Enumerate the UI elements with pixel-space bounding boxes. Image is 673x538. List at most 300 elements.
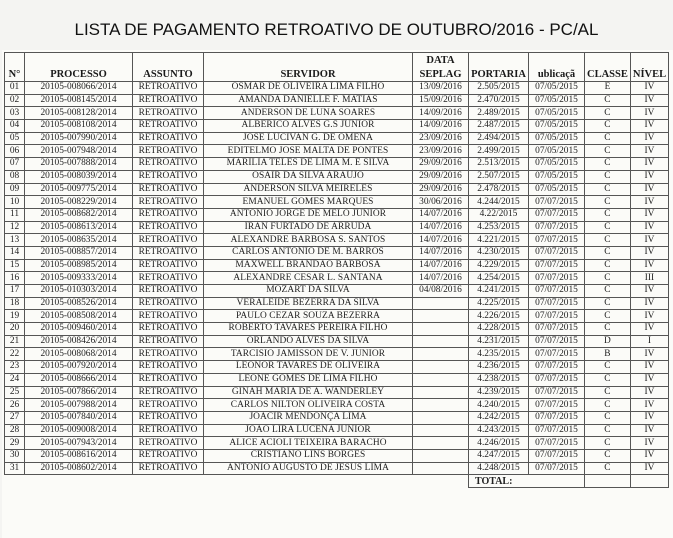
cell-row-number: 18 (5, 297, 25, 310)
cell-publication-date: 07/07/2015 (529, 196, 585, 209)
cell-ordinance: 2.478/2015 (469, 183, 529, 196)
cell-employee-name: CRISTIANO LINS BORGES (204, 449, 413, 462)
cell-ordinance: 4.246/2015 (469, 437, 529, 450)
cell-ordinance: 4.240/2015 (469, 399, 529, 412)
cell-class: C (585, 272, 631, 285)
table-row (5, 348, 669, 361)
cell-publication-date: 07/07/2015 (529, 361, 585, 374)
cell-level: IV (630, 259, 668, 272)
cell-seplag-date (413, 411, 469, 424)
cell-process-number: 20105-008666/2014 (25, 373, 133, 386)
cell-employee-name: ANTONIO JORGE DE MELO JUNIOR (204, 208, 413, 221)
cell-process-number: 20105-008128/2014 (25, 107, 133, 120)
cell-seplag-date: 14/07/2016 (413, 208, 469, 221)
cell-publication-date: 07/07/2015 (529, 373, 585, 386)
cell-publication-date: 07/05/2015 (529, 132, 585, 145)
cell-process-number: 20105-007990/2014 (25, 132, 133, 145)
cell-row-number: 08 (5, 170, 25, 183)
table-row (5, 183, 669, 196)
table-row (5, 170, 669, 183)
cell-class: C (585, 323, 631, 336)
cell-level: IV (630, 94, 668, 107)
cell-employee-name: TARCISIO JAMISSON DE V. JUNIOR (204, 348, 413, 361)
cell-employee-name: ANDERSON SILVA MEIRELES (204, 183, 413, 196)
cell-ordinance: 4.238/2015 (469, 373, 529, 386)
header-servidor: SERVIDOR (204, 67, 413, 82)
cell-process-number: 20105-009460/2014 (25, 323, 133, 336)
cell-subject: RETROATIVO (133, 259, 204, 272)
table-row (5, 285, 669, 298)
cell-ordinance: 2.507/2015 (469, 170, 529, 183)
cell-ordinance: 4.242/2015 (469, 411, 529, 424)
cell-ordinance: 4.229/2015 (469, 259, 529, 272)
cell-employee-name: CARLOS NILTON OLIVEIRA COSTA (204, 399, 413, 412)
cell-employee-name: ALBERICO ALVES G.S JUNIOR (204, 120, 413, 133)
cell-publication-date: 07/05/2015 (529, 82, 585, 95)
cell-level: IV (630, 221, 668, 234)
cell-subject: RETROATIVO (133, 208, 204, 221)
cell-publication-date: 07/07/2015 (529, 285, 585, 298)
cell-employee-name: IRAN FURTADO DE ARRUDA (204, 221, 413, 234)
cell-seplag-date: 14/07/2016 (413, 272, 469, 285)
cell-process-number: 20105-007948/2014 (25, 145, 133, 158)
cell-seplag-date: 13/09/2016 (413, 82, 469, 95)
cell-level: IV (630, 310, 668, 323)
cell-subject: RETROATIVO (133, 94, 204, 107)
cell-row-number: 23 (5, 361, 25, 374)
table-row (5, 462, 669, 475)
cell-process-number: 20105-007988/2014 (25, 399, 133, 412)
cell-class: C (585, 310, 631, 323)
cell-employee-name: JOÃO LIRA LUCENA JUNIOR (204, 424, 413, 437)
cell-seplag-date: 14/07/2016 (413, 221, 469, 234)
cell-seplag-date: 23/09/2016 (413, 132, 469, 145)
cell-ordinance: 4.22/2015 (469, 208, 529, 221)
cell-subject: RETROATIVO (133, 272, 204, 285)
cell-row-number: 30 (5, 449, 25, 462)
cell-class: E (585, 82, 631, 95)
cell-subject: RETROATIVO (133, 120, 204, 133)
cell-row-number: 26 (5, 399, 25, 412)
cell-subject: RETROATIVO (133, 221, 204, 234)
cell-row-number: 12 (5, 221, 25, 234)
cell-class: C (585, 196, 631, 209)
cell-process-number: 20105-008066/2014 (25, 82, 133, 95)
cell-publication-date: 07/07/2015 (529, 323, 585, 336)
table-row (5, 373, 669, 386)
cell-subject: RETROATIVO (133, 335, 204, 348)
cell-seplag-date (413, 462, 469, 475)
cell-ordinance: 4.221/2015 (469, 234, 529, 247)
cell-publication-date: 07/07/2015 (529, 386, 585, 399)
cell-level: III (630, 272, 668, 285)
cell-employee-name: GINAH MARIA DE A. WANDERLEY (204, 386, 413, 399)
cell-subject: RETROATIVO (133, 107, 204, 120)
cell-ordinance: 2.505/2015 (469, 82, 529, 95)
cell-process-number: 20105-008039/2014 (25, 170, 133, 183)
table-row (5, 145, 669, 158)
cell-process-number: 20105-009333/2014 (25, 272, 133, 285)
cell-employee-name: ALEXANDRE CESAR L. SANTANA (204, 272, 413, 285)
cell-employee-name: MAXWELL BRANDÃO BARBOSA (204, 259, 413, 272)
table-row (5, 297, 669, 310)
cell-employee-name: MARILIA TELES DE LIMA M. E SILVA (204, 158, 413, 171)
cell-class: C (585, 259, 631, 272)
cell-employee-name: PAULO CEZAR SOUZA BEZERRA (204, 310, 413, 323)
cell-class: C (585, 285, 631, 298)
cell-employee-name: AMANDA DANIELLE F. MATIAS (204, 94, 413, 107)
cell-level: IV (630, 234, 668, 247)
cell-employee-name: ROBERTO TAVARES PEREIRA FILHO (204, 323, 413, 336)
cell-process-number: 20105-007920/2014 (25, 361, 133, 374)
table-row (5, 158, 669, 171)
cell-publication-date: 07/07/2015 (529, 310, 585, 323)
cell-process-number: 20105-008426/2014 (25, 335, 133, 348)
cell-publication-date: 07/07/2015 (529, 399, 585, 412)
cell-seplag-date: 14/07/2016 (413, 246, 469, 259)
table-row (5, 272, 669, 285)
cell-class: C (585, 107, 631, 120)
cell-process-number: 20105-007840/2014 (25, 411, 133, 424)
cell-seplag-date: 04/08/2016 (413, 285, 469, 298)
header-data-line2: SEPLAG (413, 67, 469, 82)
header-publicacao: ublicaçã (529, 67, 585, 82)
cell-subject: RETROATIVO (133, 399, 204, 412)
cell-employee-name: ANTONIO AUGUSTO DE JESUS LIMA (204, 462, 413, 475)
cell-process-number: 20105-008508/2014 (25, 310, 133, 323)
cell-seplag-date: 14/09/2016 (413, 107, 469, 120)
cell-publication-date: 07/07/2015 (529, 424, 585, 437)
header-assunto: ASSUNTO (133, 67, 204, 82)
table-row (5, 208, 669, 221)
cell-ordinance: 4.248/2015 (469, 462, 529, 475)
cell-class: C (585, 462, 631, 475)
cell-class: C (585, 145, 631, 158)
cell-employee-name: ALEXANDRE BARBOSA S. SANTOS (204, 234, 413, 247)
cell-process-number: 20105-007866/2014 (25, 386, 133, 399)
cell-row-number: 10 (5, 196, 25, 209)
cell-class: C (585, 120, 631, 133)
cell-publication-date: 07/07/2015 (529, 259, 585, 272)
cell-row-number: 03 (5, 107, 25, 120)
cell-employee-name: EMANUEL GOMES MARQUES (204, 196, 413, 209)
cell-ordinance: 2.487/2015 (469, 120, 529, 133)
cell-row-number: 13 (5, 234, 25, 247)
cell-subject: RETROATIVO (133, 411, 204, 424)
cell-row-number: 16 (5, 272, 25, 285)
cell-level: IV (630, 196, 668, 209)
total-cell-empty (630, 475, 668, 488)
cell-level: IV (630, 120, 668, 133)
cell-class: C (585, 424, 631, 437)
cell-seplag-date: 15/09/2016 (413, 94, 469, 107)
cell-row-number: 11 (5, 208, 25, 221)
table-row (5, 132, 669, 145)
header-classe: CLASSE (585, 67, 631, 82)
cell-process-number: 20105-008526/2014 (25, 297, 133, 310)
cell-level: IV (630, 183, 668, 196)
cell-row-number: 09 (5, 183, 25, 196)
cell-subject: RETROATIVO (133, 170, 204, 183)
cell-process-number: 20105-007943/2014 (25, 437, 133, 450)
cell-level: IV (630, 82, 668, 95)
cell-level: IV (630, 348, 668, 361)
cell-level: IV (630, 361, 668, 374)
cell-row-number: 29 (5, 437, 25, 450)
cell-row-number: 05 (5, 132, 25, 145)
table-row (5, 107, 669, 120)
cell-employee-name: LEONE GOMES DE LIMA FILHO (204, 373, 413, 386)
cell-ordinance: 4.247/2015 (469, 449, 529, 462)
cell-publication-date: 07/07/2015 (529, 246, 585, 259)
cell-publication-date: 07/07/2015 (529, 272, 585, 285)
total-label: TOTAL: (469, 475, 585, 488)
cell-level: IV (630, 373, 668, 386)
cell-ordinance: 4.239/2015 (469, 386, 529, 399)
cell-ordinance: 2.489/2015 (469, 107, 529, 120)
header-num: N° (5, 67, 25, 82)
cell-publication-date: 07/05/2015 (529, 94, 585, 107)
cell-seplag-date (413, 424, 469, 437)
cell-publication-date: 07/07/2015 (529, 411, 585, 424)
cell-row-number: 27 (5, 411, 25, 424)
cell-class: C (585, 94, 631, 107)
cell-class: C (585, 183, 631, 196)
cell-employee-name: CARLOS ANTONIO DE M. BARROS (204, 246, 413, 259)
cell-row-number: 17 (5, 285, 25, 298)
cell-process-number: 20105-008602/2014 (25, 462, 133, 475)
cell-class: C (585, 246, 631, 259)
cell-employee-name: ANDERSON DE LUNA SOARES (204, 107, 413, 120)
cell-seplag-date (413, 348, 469, 361)
cell-subject: RETROATIVO (133, 348, 204, 361)
cell-row-number: 07 (5, 158, 25, 171)
cell-seplag-date: 29/09/2016 (413, 170, 469, 183)
cell-row-number: 24 (5, 373, 25, 386)
cell-class: C (585, 411, 631, 424)
cell-employee-name: LEONOR TAVARES DE OLIVEIRA (204, 361, 413, 374)
cell-seplag-date (413, 310, 469, 323)
cell-row-number: 25 (5, 386, 25, 399)
cell-process-number: 20105-007888/2014 (25, 158, 133, 171)
cell-ordinance: 2.494/2015 (469, 132, 529, 145)
cell-class: C (585, 132, 631, 145)
cell-subject: RETROATIVO (133, 183, 204, 196)
cell-level: IV (630, 107, 668, 120)
cell-class: C (585, 208, 631, 221)
cell-subject: RETROATIVO (133, 310, 204, 323)
cell-publication-date: 07/07/2015 (529, 297, 585, 310)
cell-row-number: 19 (5, 310, 25, 323)
cell-employee-name: JOSE LUCIVAN G. DE OMENA (204, 132, 413, 145)
cell-ordinance: 4.253/2015 (469, 221, 529, 234)
cell-class: C (585, 437, 631, 450)
table-row (5, 399, 669, 412)
cell-level: IV (630, 323, 668, 336)
cell-row-number: 22 (5, 348, 25, 361)
cell-subject: RETROATIVO (133, 145, 204, 158)
table-row (5, 323, 669, 336)
cell-subject: RETROATIVO (133, 132, 204, 145)
cell-seplag-date (413, 437, 469, 450)
cell-publication-date: 07/07/2015 (529, 462, 585, 475)
cell-row-number: 15 (5, 259, 25, 272)
cell-ordinance: 4.226/2015 (469, 310, 529, 323)
table-row (5, 449, 669, 462)
header-nivel: NÍVEL (630, 67, 668, 82)
table-row (5, 361, 669, 374)
cell-seplag-date: 30/06/2016 (413, 196, 469, 209)
cell-class: C (585, 297, 631, 310)
cell-level: IV (630, 246, 668, 259)
table-row (5, 196, 669, 209)
cell-publication-date: 07/07/2015 (529, 335, 585, 348)
cell-level: IV (630, 132, 668, 145)
cell-seplag-date: 29/09/2016 (413, 183, 469, 196)
cell-process-number: 20105-008613/2014 (25, 221, 133, 234)
cell-subject: RETROATIVO (133, 449, 204, 462)
table-row (5, 82, 669, 95)
cell-employee-name: OSMAR DE OLIVEIRA LIMA FILHO (204, 82, 413, 95)
cell-process-number: 20105-009008/2014 (25, 424, 133, 437)
cell-class: C (585, 386, 631, 399)
cell-seplag-date: 14/07/2016 (413, 259, 469, 272)
cell-seplag-date: 14/09/2016 (413, 120, 469, 133)
cell-process-number: 20105-008682/2014 (25, 208, 133, 221)
cell-subject: RETROATIVO (133, 323, 204, 336)
cell-class: C (585, 221, 631, 234)
table-row (5, 234, 669, 247)
cell-subject: RETROATIVO (133, 246, 204, 259)
cell-level: IV (630, 437, 668, 450)
cell-subject: RETROATIVO (133, 437, 204, 450)
cell-process-number: 20105-010303/2014 (25, 285, 133, 298)
payment-table (4, 52, 669, 488)
cell-row-number: 01 (5, 82, 25, 95)
cell-process-number: 20105-008145/2014 (25, 94, 133, 107)
cell-level: IV (630, 208, 668, 221)
cell-subject: RETROATIVO (133, 373, 204, 386)
table-row (5, 246, 669, 259)
table-row (5, 411, 669, 424)
cell-ordinance: 4.228/2015 (469, 323, 529, 336)
cell-ordinance: 4.225/2015 (469, 297, 529, 310)
cell-ordinance: 4.243/2015 (469, 424, 529, 437)
cell-level: IV (630, 158, 668, 171)
cell-row-number: 31 (5, 462, 25, 475)
cell-row-number: 20 (5, 323, 25, 336)
cell-ordinance: 4.236/2015 (469, 361, 529, 374)
cell-subject: RETROATIVO (133, 424, 204, 437)
cell-process-number: 20105-008108/2014 (25, 120, 133, 133)
cell-row-number: 28 (5, 424, 25, 437)
table-row (5, 335, 669, 348)
cell-employee-name: EDITELMO JOSE MALTA DE PONTES (204, 145, 413, 158)
cell-publication-date: 07/07/2015 (529, 221, 585, 234)
cell-process-number: 20105-009775/2014 (25, 183, 133, 196)
cell-process-number: 20105-008857/2014 (25, 246, 133, 259)
cell-seplag-date (413, 297, 469, 310)
cell-publication-date: 07/05/2015 (529, 170, 585, 183)
cell-ordinance: 4.230/2015 (469, 246, 529, 259)
cell-subject: RETROATIVO (133, 297, 204, 310)
cell-process-number: 20105-008616/2014 (25, 449, 133, 462)
cell-level: IV (630, 449, 668, 462)
cell-ordinance: 2.513/2015 (469, 158, 529, 171)
cell-subject: RETROATIVO (133, 285, 204, 298)
cell-seplag-date (413, 449, 469, 462)
cell-seplag-date: 23/09/2016 (413, 145, 469, 158)
cell-ordinance: 4.231/2015 (469, 335, 529, 348)
cell-seplag-date (413, 323, 469, 336)
cell-seplag-date (413, 373, 469, 386)
cell-employee-name: ALICE ACIOLI TEIXEIRA BARACHO (204, 437, 413, 450)
cell-subject: RETROATIVO (133, 196, 204, 209)
cell-level: I (630, 335, 668, 348)
cell-process-number: 20105-008635/2014 (25, 234, 133, 247)
table-row (5, 120, 669, 133)
cell-level: IV (630, 399, 668, 412)
cell-level: IV (630, 386, 668, 399)
header-processo: PROCESSO (25, 67, 133, 82)
cell-process-number: 20105-008229/2014 (25, 196, 133, 209)
cell-row-number: 04 (5, 120, 25, 133)
cell-employee-name: VERALEIDE BEZERRA DA SILVA (204, 297, 413, 310)
table-row (5, 259, 669, 272)
cell-level: IV (630, 424, 668, 437)
cell-employee-name: JOACIR MENDONÇA LIMA (204, 411, 413, 424)
cell-seplag-date: 29/09/2016 (413, 158, 469, 171)
cell-seplag-date: 14/07/2016 (413, 234, 469, 247)
cell-employee-name: OSAIR DA SILVA ARAUJO (204, 170, 413, 183)
cell-seplag-date (413, 386, 469, 399)
table-row (5, 94, 669, 107)
cell-class: C (585, 158, 631, 171)
cell-row-number: 14 (5, 246, 25, 259)
cell-class: C (585, 449, 631, 462)
table-row (5, 310, 669, 323)
cell-subject: RETROATIVO (133, 82, 204, 95)
cell-class: C (585, 234, 631, 247)
cell-publication-date: 07/07/2015 (529, 437, 585, 450)
cell-class: D (585, 335, 631, 348)
total-cell-empty (585, 475, 631, 488)
cell-level: IV (630, 411, 668, 424)
cell-class: C (585, 361, 631, 374)
cell-employee-name: MOZART DA SILVA (204, 285, 413, 298)
cell-row-number: 21 (5, 335, 25, 348)
cell-subject: RETROATIVO (133, 386, 204, 399)
cell-ordinance: 2.470/2015 (469, 94, 529, 107)
table-row (5, 221, 669, 234)
cell-subject: RETROATIVO (133, 158, 204, 171)
cell-level: IV (630, 297, 668, 310)
table-row (5, 437, 669, 450)
cell-class: B (585, 348, 631, 361)
cell-level: IV (630, 145, 668, 158)
cell-level: IV (630, 462, 668, 475)
cell-level: IV (630, 285, 668, 298)
cell-process-number: 20105-008985/2014 (25, 259, 133, 272)
cell-publication-date: 07/05/2015 (529, 158, 585, 171)
cell-row-number: 02 (5, 94, 25, 107)
header-portaria: PORTARIA (469, 67, 529, 82)
header-data-line1: DATA (413, 53, 469, 68)
cell-publication-date: 07/05/2015 (529, 120, 585, 133)
cell-level: IV (630, 170, 668, 183)
cell-seplag-date (413, 361, 469, 374)
cell-ordinance: 4.241/2015 (469, 285, 529, 298)
